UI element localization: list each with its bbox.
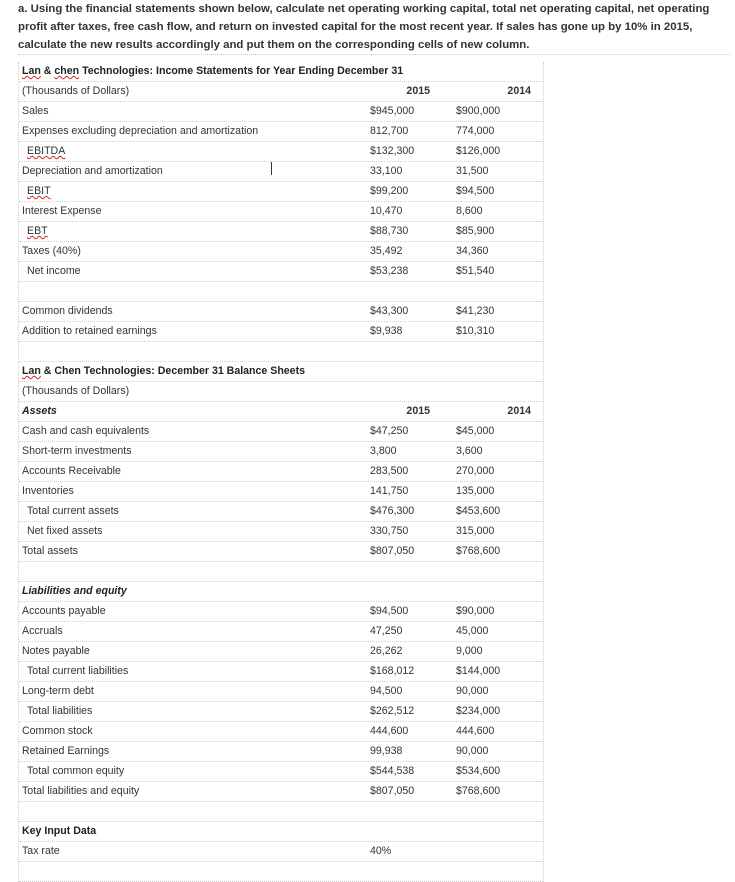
income-year-2014: 2014	[507, 85, 531, 97]
empty-row[interactable]	[19, 282, 543, 302]
question-text: a. Using the financial statements shown below, calculate net operating working capital, total net operating capital, net operating profit after taxes, free cash flow, and return on invested capital for the most recent year. If sales has gone up by 10% in 2015, calculate the new results accordingly and put them on the corresponding cells of new column.	[18, 0, 730, 55]
liability-row-long-term[interactable]: Long-term debt 94,500 90,000	[19, 682, 543, 702]
empty-row[interactable]	[19, 862, 543, 882]
income-year-2015: 2015	[406, 85, 430, 97]
equity-row-total-common[interactable]: Total common equity $544,538 $534,600	[19, 762, 543, 782]
income-row-taxes[interactable]: Taxes (40%) 35,492 34,360	[19, 242, 543, 262]
key-input-heading-row[interactable]	[19, 822, 543, 842]
tax-rate-label: Tax rate	[22, 845, 60, 857]
income-row-dividends[interactable]: Common dividends $43,300 $41,230	[19, 302, 543, 322]
empty-row[interactable]	[19, 802, 543, 822]
income-row-retained-addition[interactable]: Addition to retained earnings $9,938 $10,310	[19, 322, 543, 342]
asset-row-fixed[interactable]: Net fixed assets 330,750 315,000	[19, 522, 543, 542]
income-row-expenses[interactable]: Expenses excluding depreciation and amortization 812,700 774,000	[19, 122, 543, 142]
liability-row-total-current[interactable]: Total current liabilities $168,012 $144,000	[19, 662, 543, 682]
key-input-tax-row[interactable]	[19, 842, 543, 862]
asset-row-total-current[interactable]: Total current assets $476,300 $453,600	[19, 502, 543, 522]
assets-heading: Assets	[22, 405, 57, 417]
empty-row[interactable]	[19, 342, 543, 362]
asset-row-cash[interactable]: Cash and cash equivalents $47,250 $45,000	[19, 422, 543, 442]
key-input-heading: Key Input Data	[22, 825, 97, 837]
balance-units-row[interactable]	[19, 382, 543, 402]
income-row-depreciation[interactable]: Depreciation and amortization 33,100 31,500	[19, 162, 543, 182]
assets-heading-row[interactable]	[19, 402, 543, 422]
liability-row-payable[interactable]: Accounts payable $94,500 $90,000	[19, 602, 543, 622]
income-row-ebitda[interactable]: EBITDA $132,300 $126,000	[19, 142, 543, 162]
balance-title-row[interactable]	[19, 362, 543, 382]
balance-year-2014: 2014	[507, 405, 531, 417]
balance-units: (Thousands of Dollars)	[22, 385, 130, 397]
income-statement-title: Lan & chen Technologies: Income Statements for Year Ending December 31	[22, 65, 404, 77]
liabilities-heading: Liabilities and equity	[22, 585, 127, 597]
asset-row-inventories[interactable]: Inventories 141,750 135,000	[19, 482, 543, 502]
income-title-row[interactable]	[19, 62, 543, 82]
liability-row-total[interactable]: Total liabilities $262,512 $234,000	[19, 702, 543, 722]
tax-rate-value: 40%	[370, 845, 392, 857]
income-units-row[interactable]	[19, 82, 543, 102]
liability-row-accruals[interactable]: Accruals 47,250 45,000	[19, 622, 543, 642]
income-row-net-income[interactable]: Net income $53,238 $51,540	[19, 262, 543, 282]
equity-row-common-stock[interactable]: Common stock 444,600 444,600	[19, 722, 543, 742]
asset-row-receivable[interactable]: Accounts Receivable 283,500 270,000	[19, 462, 543, 482]
asset-row-short-term[interactable]: Short-term investments 3,800 3,600	[19, 442, 543, 462]
liabilities-heading-row[interactable]	[19, 582, 543, 602]
income-units: (Thousands of Dollars)	[22, 85, 130, 97]
text-cursor	[271, 162, 272, 175]
empty-row[interactable]	[19, 562, 543, 582]
balance-year-2015: 2015	[406, 405, 430, 417]
equity-row-total-liab-equity[interactable]: Total liabilities and equity $807,050 $768,600	[19, 782, 543, 802]
spreadsheet-grid	[18, 62, 544, 882]
income-row-sales[interactable]: Sales $945,000 $900,000	[19, 102, 543, 122]
income-row-ebit[interactable]: EBIT $99,200 $94,500	[19, 182, 543, 202]
income-row-interest[interactable]: Interest Expense 10,470 8,600	[19, 202, 543, 222]
balance-sheet-title: Lan & Chen Technologies: December 31 Balance Sheets	[22, 365, 305, 377]
income-row-ebt[interactable]: EBT $88,730 $85,900	[19, 222, 543, 242]
asset-row-total[interactable]: Total assets $807,050 $768,600	[19, 542, 543, 562]
liability-row-notes[interactable]: Notes payable 26,262 9,000	[19, 642, 543, 662]
equity-row-retained[interactable]: Retained Earnings 99,938 90,000	[19, 742, 543, 762]
